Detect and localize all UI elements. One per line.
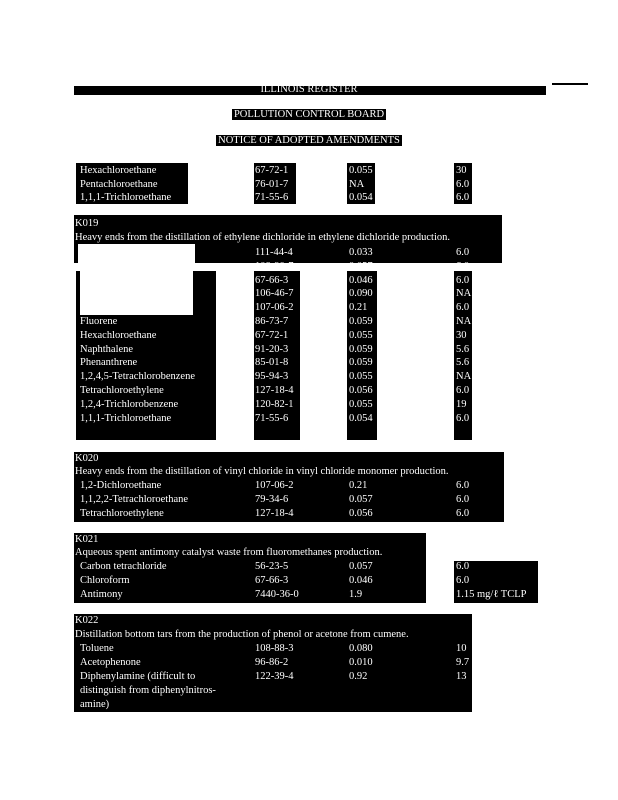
wastewater-cell: 0.057: [349, 561, 373, 572]
cas-number-cell: 71-55-6: [255, 412, 289, 424]
table-row: [0, 398, 618, 411]
wastewater-cell: 0.055: [349, 371, 373, 383]
table-row: [0, 574, 618, 587]
wastewater-cell: 0.059: [349, 357, 373, 369]
cas-number-cell: 91-20-3: [255, 343, 289, 355]
table-row: [0, 384, 618, 397]
nonwastewater-cell: 6.0: [456, 412, 470, 424]
table-row: [0, 493, 618, 506]
substance-cell: Naphthalene: [80, 343, 134, 355]
cas-number-cell: 79-34-6: [255, 494, 289, 505]
table-row: [0, 343, 618, 356]
nonwastewater-cell: 19: [456, 398, 467, 410]
wastewater-cell: 0.054: [349, 412, 373, 424]
cas-number-cell: 122-39-4: [255, 671, 294, 682]
cas-number-cell: 106-46-7: [255, 288, 294, 300]
table-row: [0, 260, 618, 273]
table-row: [0, 560, 618, 573]
nonwastewater-cell: NA: [456, 316, 472, 327]
table-row: [0, 356, 618, 369]
substance-cell: 1,1,1-Trichloroethane: [80, 192, 172, 203]
substance-cell: Hexachloroethane: [80, 165, 157, 176]
cas-number-cell: 86-73-7: [255, 316, 289, 327]
cas-number-cell: 111-44-4: [255, 247, 293, 258]
substance-cell: Toluene: [80, 643, 114, 654]
table-row: [0, 178, 618, 191]
table-row: [0, 164, 618, 177]
nonwastewater-cell: 13: [456, 671, 467, 682]
table-row: [0, 246, 618, 259]
nonwastewater-cell: 6.0: [456, 260, 470, 272]
cas-number-cell: 107-06-2: [255, 480, 294, 491]
wastewater-cell: 0.21: [349, 302, 368, 314]
cas-number-cell: 67-66-3: [255, 274, 289, 286]
wastewater-cell: 0.057: [349, 260, 373, 272]
substance-cell: Phenanthrene: [80, 357, 138, 369]
board-title: POLLUTION CONTROL BOARD: [233, 109, 385, 120]
table-row: [0, 301, 618, 314]
nonwastewater-cell: 5.6: [456, 357, 470, 369]
cas-number-cell: 127-18-4: [255, 508, 294, 519]
substance-cell: Pentachloroethane: [80, 178, 158, 190]
nonwastewater-cell: 30: [456, 329, 467, 341]
wastewater-cell: 0.057: [349, 494, 373, 505]
table-row: [0, 670, 618, 683]
table-row: [0, 274, 618, 287]
table-row: [0, 329, 618, 342]
wastewater-cell: NA: [349, 178, 365, 190]
substance-cell: Hexachloroethane: [80, 329, 157, 341]
notice-title: NOTICE OF ADOPTED AMENDMENTS: [218, 135, 400, 146]
nonwastewater-cell: 6.0: [456, 508, 470, 519]
k022-continuation-2: amine): [80, 699, 110, 710]
wastewater-cell: 0.046: [349, 274, 373, 286]
wastewater-cell: 0.059: [349, 316, 373, 327]
wastewater-cell: 0.010: [349, 657, 373, 668]
k022-continuation-1: distinguish from diphenylnitros-: [80, 685, 216, 696]
k022-code: K022: [75, 615, 99, 626]
wastewater-cell: 0.055: [349, 165, 373, 176]
k020-description: Heavy ends from the distillation of vinyl chloride in vinyl chloride monomer production.: [75, 466, 449, 477]
cas-number-cell: 67-72-1: [255, 329, 289, 341]
register-title: ILLINOIS REGISTER: [260, 84, 358, 95]
cas-number-cell: 108-88-3: [255, 643, 294, 654]
wastewater-cell: 0.21: [349, 480, 368, 491]
table-row: [0, 479, 618, 492]
substance-cell: Fluorene: [80, 316, 118, 327]
substance-cell: Antimony: [80, 589, 123, 600]
nonwastewater-cell: 6.0: [456, 178, 470, 190]
table-row: [0, 370, 618, 383]
nonwastewater-cell: 6.0: [456, 247, 470, 258]
substance-cell: Chloroform: [80, 575, 130, 586]
table-row: [0, 507, 618, 520]
nonwastewater-cell: 6.0: [456, 480, 470, 491]
table-row: [0, 412, 618, 425]
nonwastewater-cell: 1.15 mg/ℓ TCLP: [456, 589, 527, 600]
wastewater-cell: 0.046: [349, 575, 373, 586]
wastewater-cell: 0.056: [349, 508, 373, 519]
cas-number-cell: 95-94-3: [255, 371, 289, 383]
wastewater-cell: 0.055: [349, 398, 373, 410]
k019-code: K019: [75, 218, 99, 229]
cas-number-cell: 96-86-2: [255, 657, 289, 668]
nonwastewater-cell: 6.0: [456, 494, 470, 505]
substance-cell: Tetrachloroethylene: [80, 508, 164, 519]
substance-cell: 1,1,1-Trichloroethane: [80, 412, 172, 424]
k019-description: Heavy ends from the distillation of ethylene dichloride in ethylene dichloride production.: [75, 232, 450, 243]
cas-number-cell: 127-18-4: [255, 385, 294, 396]
cas-number-cell: 107-06-2: [255, 302, 294, 314]
nonwastewater-cell: NA: [456, 371, 472, 383]
cas-number-cell: 76-01-7: [255, 178, 289, 190]
cas-number-cell: 71-55-6: [255, 192, 289, 203]
substance-cell: Acetophenone: [80, 657, 141, 668]
wastewater-cell: 0.080: [349, 643, 373, 654]
substance-cell: Diphenylamine (difficult to: [80, 671, 196, 682]
table-row: [0, 642, 618, 655]
substance-cell: Carbon tetrachloride: [80, 561, 167, 572]
wastewater-cell: 0.033: [349, 247, 373, 258]
substance-cell: 1,1,2,2-Tetrachloroethane: [80, 494, 189, 505]
cas-number-cell: 56-23-5: [255, 561, 289, 572]
table-row: [0, 656, 618, 669]
table-row: [0, 191, 618, 204]
nonwastewater-cell: 10: [456, 643, 467, 654]
wastewater-cell: 1.9: [349, 589, 363, 600]
nonwastewater-cell: 5.6: [456, 343, 470, 355]
table-row: [0, 315, 618, 328]
substance-cell: 1,2,4-Trichlorobenzene: [80, 398, 179, 410]
cas-number-cell: 7440-36-0: [255, 589, 299, 600]
wastewater-cell: 0.92: [349, 671, 368, 682]
substance-cell: Tetrachloroethylene: [80, 385, 164, 396]
cas-number-cell: 120-82-1: [255, 398, 294, 410]
cas-number-cell: 85-01-8: [255, 357, 289, 369]
cas-number-cell: 108-90-7: [255, 260, 294, 272]
k021-description: Aqueous spent antimony catalyst waste from fluoromethanes production.: [75, 547, 383, 558]
k021-code: K021: [75, 534, 99, 545]
table-row: [0, 287, 618, 300]
substance-cell: 1,2-Dichloroethane: [80, 302, 162, 314]
nonwastewater-cell: 6.0: [456, 385, 470, 396]
substance-cell: 1,2,4,5-Tetrachlorobenzene: [80, 371, 196, 383]
table-row: [0, 588, 618, 601]
wastewater-cell: 0.054: [349, 192, 373, 203]
nonwastewater-cell: 6.0: [456, 575, 470, 586]
wastewater-cell: 0.056: [349, 385, 373, 396]
nonwastewater-cell: 6.0: [456, 302, 470, 314]
k022-description: Distillation bottom tars from the production of phenol or acetone from cumene.: [75, 629, 409, 640]
cas-number-cell: 67-66-3: [255, 575, 289, 586]
nonwastewater-cell: 6.0: [456, 274, 470, 286]
wastewater-cell: 0.059: [349, 343, 373, 355]
k020-code: K020: [75, 453, 99, 464]
nonwastewater-cell: 6.0: [456, 561, 470, 572]
wastewater-cell: 0.055: [349, 329, 373, 341]
substance-cell: 1,2-Dichloroethane: [80, 480, 162, 491]
nonwastewater-cell: 6.0: [456, 192, 470, 203]
nonwastewater-cell: 9.7: [456, 657, 470, 668]
nonwastewater-cell: NA: [456, 288, 472, 300]
cas-number-cell: 67-72-1: [255, 165, 289, 176]
nonwastewater-cell: 30: [456, 165, 467, 176]
wastewater-cell: 0.090: [349, 288, 373, 300]
